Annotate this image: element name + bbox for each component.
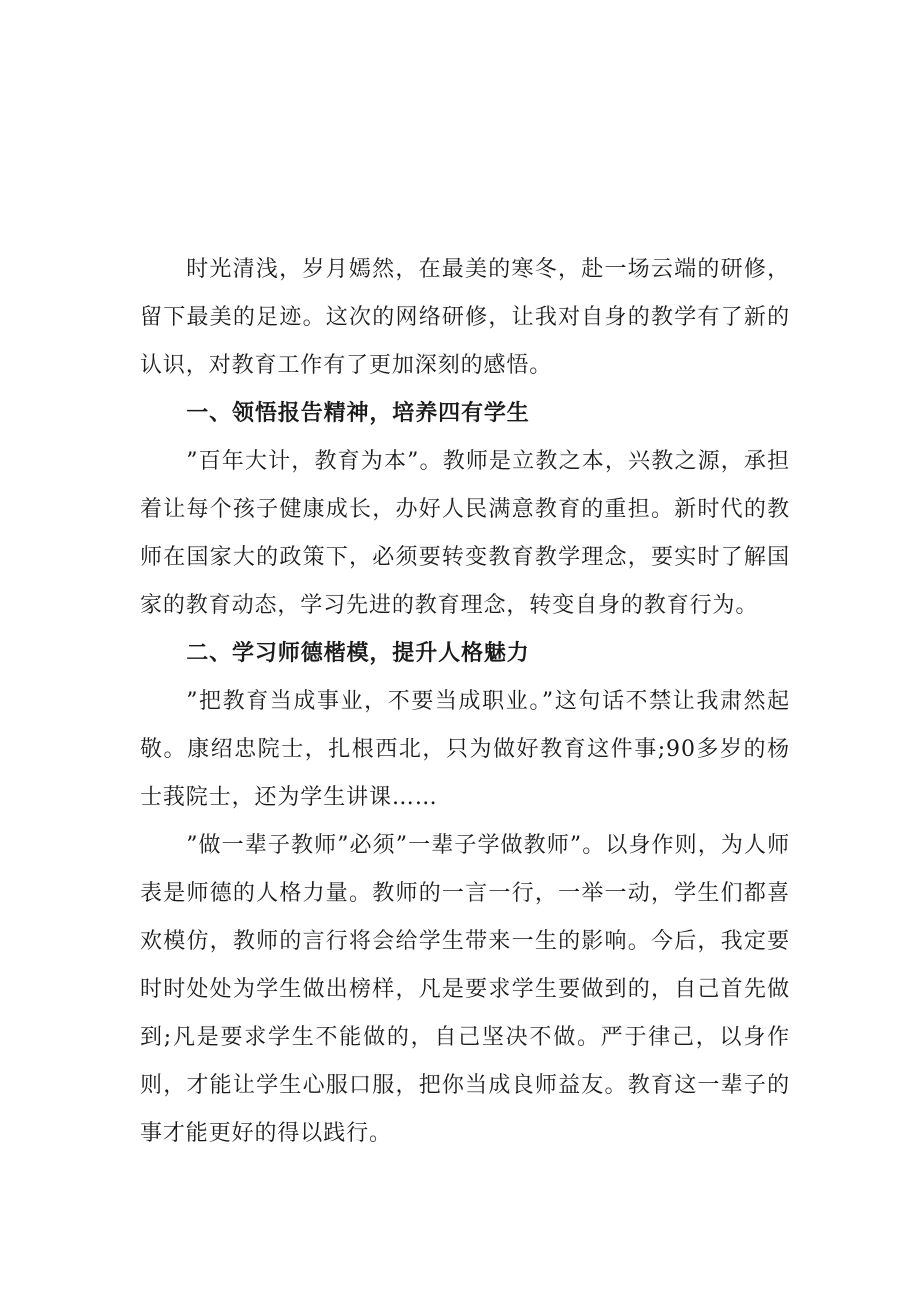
document-body [140, 246, 790, 1158]
section-2-heading: 二、学习师德楷模，提升人格魅力 [186, 641, 530, 666]
section-1-heading: 一、领悟报告精神，培养四有学生 [186, 401, 530, 426]
section-1-paragraph: ”百年大计，教育为本”。教师是立教之本，兴教之源，承担着让每个孩子健康成长，办好人民满意教育的重担。新时代的教师在国家大的政策下，必须要转变教育教学理念，要实时了解国家的教育动态，学习先进的教育理念，转变自身的教育行为。 [140, 449, 790, 618]
section-2-paragraph-1: ”把教育当成事业，不要当成职业。”这句话不禁让我肃然起敬。康绍忠院士，扎根西北，只为做好教育这件事;90多岁的杨士莪院士，还为学生讲课…… [140, 689, 790, 810]
intro-paragraph: 时光清浅，岁月嫣然，在最美的寒冬，赴一场云端的研修，留下最美的足迹。这次的网络研修，让我对自身的教学有了新的认识，对教育工作有了更加深刻的感悟。 [140, 257, 790, 378]
section-2-paragraph-2: ”做一辈子教师”必须”一辈子学做教师”。以身作则，为人师表是师德的人格力量。教师的一言一行，一举一动，学生们都喜欢模仿，教师的言行将会给学生带来一生的影响。今后，我定要时时处处为学生做出榜样，凡是要求学生要做到的，自己首先做到;凡是要求学生不能做的，自己坚决不做。严于律己，以身作则，才能让学生心服口服，把你当成良师益友。教育这一辈子的事才能更好的得以践行。 [140, 833, 790, 1146]
